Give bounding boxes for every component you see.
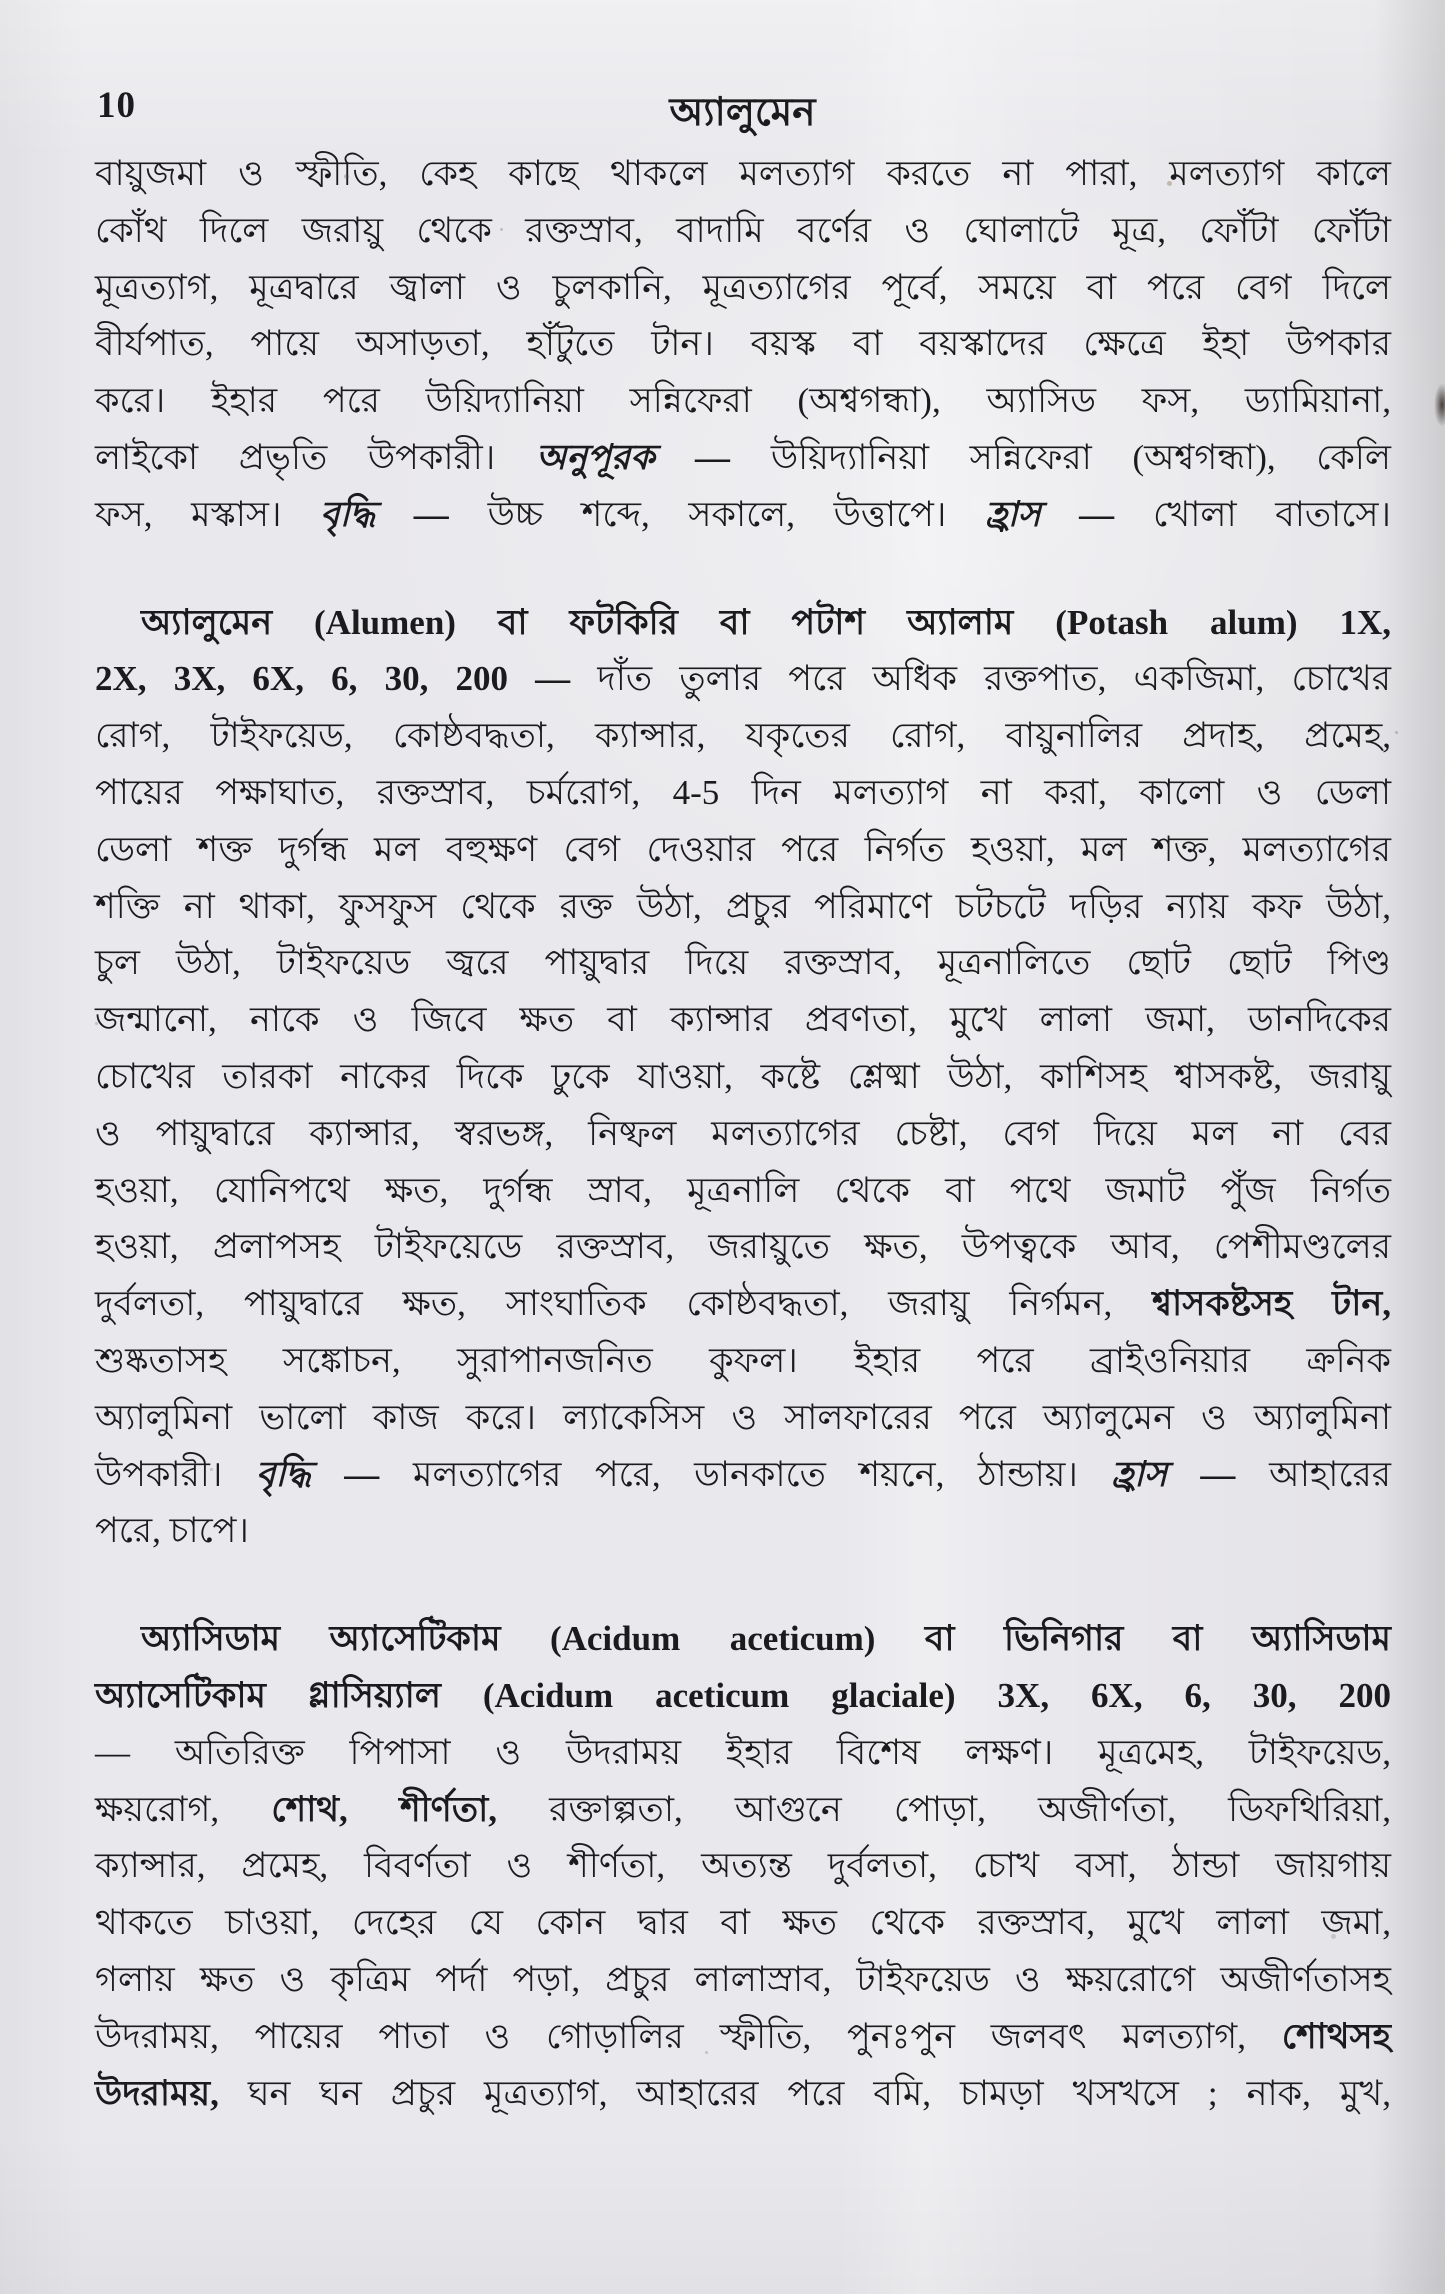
text-line: [95, 2066, 1391, 2123]
body-text: ফস, মস্কাস।: [95, 494, 321, 534]
body-text: মলত্যাগের পরে, ডানকাতে শয়নে, ঠান্ডায়।: [413, 1454, 1112, 1494]
body-text: পায়ের পক্ষাঘাত, রক্তস্রাব, চর্মরোগ, 4-5 দিন মলত্যাগ না করা, কালো ও ডেলা: [95, 772, 1391, 812]
body-text: রক্তাল্পতা, আগুনে পোড়া, অজীর্ণতা, ডিফথিরিয়া,: [497, 1789, 1391, 1829]
text-line: [95, 146, 1391, 203]
text-line: [95, 1503, 1391, 1560]
text-line: [95, 1049, 1391, 1106]
body-text: উপকারী।: [95, 1454, 256, 1494]
page-number: 10: [97, 85, 136, 126]
text-line: [95, 1725, 1391, 1782]
text-line: [95, 935, 1391, 992]
body-text: হওয়া, প্রলাপসহ টাইফয়েডে রক্তস্রাব, জরায়ুতে ক্ষত, উপত্বকে আব, পেশীমণ্ডলের: [95, 1227, 1391, 1267]
text-line: [95, 822, 1391, 879]
body-text: — অতিরিক্ত পিপাসা ও উদরাময় ইহার বিশেষ লক্ষণ। মূত্রমেহ, টাইফয়েড,: [95, 1732, 1391, 1772]
text-line: [95, 373, 1391, 430]
text-line: [95, 260, 1391, 317]
page-title: অ্যালুমেন: [669, 91, 816, 134]
body-text: হওয়া, যোনিপথে ক্ষত, দুর্গন্ধ স্রাব, মূত্রনালি থেকে বা পথে জমাট পুঁজ নির্গত: [95, 1170, 1391, 1210]
body-text: শক্তি না থাকা, ফুসফুস থেকে রক্ত উঠা, প্রচুর পরিমাণে চটচটে দড়ির ন্যায় কফ উঠা,: [95, 886, 1391, 926]
body-text: গলায় ক্ষত ও কৃত্রিম পর্দা পড়া, প্রচুর লালাস্রাব, টাইফয়েড ও ক্ষয়রোগে অজীর্ণতাসহ: [95, 1959, 1391, 1999]
body-text: দাঁত তুলার পরে অধিক রক্তপাত, একজিমা, চোখের: [597, 659, 1392, 699]
body-text: জন্মানো, নাকে ও জিবে ক্ষত বা ক্যান্সার প্রবণতা, মুখে লালা জমা, ডানদিকের: [95, 1000, 1391, 1040]
body-text: আহারের: [1269, 1454, 1391, 1494]
body-text: ডেলা শক্ত দুর্গন্ধ মল বহুক্ষণ বেগ দেওয়ার পরে নির্গত হওয়া, মল শক্ত, মলত্যাগের: [95, 829, 1391, 869]
text-line: [95, 1276, 1391, 1333]
body-text: বায়ুজমা ও স্ফীতি, কেহ কাছে থাকলে মলত্যাগ করতে না পারা, মলত্যাগ কালে: [95, 154, 1391, 193]
body-text: উদরাময়, পায়ের পাতা ও গোড়ালির স্ফীতি, পুনঃপুন জলবৎ মলত্যাগ,: [95, 2016, 1282, 2056]
text-line: [95, 203, 1391, 260]
bold-text: শ্বাসকষ্টসহ টান,: [1152, 1284, 1391, 1324]
bold-text: শোথ, শীর্ণতা,: [271, 1789, 497, 1829]
text-line: [95, 1782, 1391, 1839]
body-text: খোলা বাতাসে।: [1153, 494, 1391, 534]
body-text: মূত্রত্যাগ, মূত্রদ্বারে জ্বালা ও চুলকানি, মূত্রত্যাগের পূর্বে, সময়ে বা পরে বেগ দিলে: [95, 267, 1391, 307]
text-line: [95, 992, 1391, 1049]
text-line: [95, 595, 1391, 652]
body-text: ঘন ঘন প্রচুর মূত্রত্যাগ, আহারের পরে বমি, চামড়া খসখসে ; নাক, মুখ,: [218, 2073, 1391, 2113]
text-line: [95, 1390, 1391, 1447]
bold-text: উদরাময়,: [95, 2073, 219, 2113]
text-line: [95, 1611, 1391, 1668]
body-text: দুর্বলতা, পায়ুদ্বারে ক্ষত, সাংঘাতিক কোষ্ঠবদ্ধতা, জরায়ু নির্গমন,: [95, 1284, 1153, 1324]
text-line: [95, 316, 1391, 373]
text-line: [95, 430, 1391, 487]
paragraph: [95, 595, 1391, 1561]
text-line: [95, 651, 1391, 708]
body-text-block: [95, 146, 1391, 2122]
text-line: [95, 487, 1391, 544]
paragraph: [95, 1611, 1391, 2122]
body-text: ক্ষয়রোগ,: [95, 1789, 272, 1829]
text-line: [95, 2009, 1391, 2066]
bold-text: অ্যাসেটিকাম গ্লাসিয়্যাল (Acidum aceticum glaciale) 3X, 6X, 6, 30, 200: [95, 1675, 1391, 1715]
bold-text: 2X, 3X, 6X, 6, 30, 200 —: [95, 659, 598, 699]
keyword-text: হ্রাস —: [985, 494, 1154, 534]
text-line: [95, 1952, 1391, 2009]
bold-text: অ্যাসিডাম অ্যাসেটিকাম (Acidum aceticum) বা ভিনিগার বা অ্যাসিডাম: [141, 1619, 1391, 1659]
keyword-text: হ্রাস —: [1111, 1454, 1270, 1494]
bold-text: অ্যালুমেন (Alumen) বা ফটকিরি বা পটাশ অ্যালাম (Potash alum) 1X,: [141, 602, 1391, 642]
keyword-text: বৃদ্ধি —: [320, 494, 488, 534]
body-text: চোখের তারকা নাকের দিকে ঢুকে যাওয়া, কষ্টে শ্লেষ্মা উঠা, কাশিসহ শ্বাসকষ্ট, জরায়ু: [95, 1056, 1391, 1096]
body-text: ক্যান্সার, প্রমেহ, বিবর্ণতা ও শীর্ণতা, অত্যন্ত দুর্বলতা, চোখ বসা, ঠান্ডা জায়গায়: [95, 1846, 1391, 1886]
bold-text: শোথসহ: [1281, 2016, 1391, 2056]
body-text: কোঁথ দিলে জরায়ু থেকে রক্তস্রাব, বাদামি বর্ণের ও ঘোলাটে মূত্র, ফোঁটা ফোঁটা: [95, 210, 1391, 250]
scan-edge-smudge: [1434, 383, 1445, 427]
text-line: [95, 1447, 1391, 1504]
paragraph: [95, 146, 1391, 544]
body-text: উচ্চ শব্দে, সকালে, উত্তাপে।: [487, 494, 986, 534]
text-line: [95, 1668, 1391, 1725]
text-line: [95, 1333, 1391, 1390]
body-text: পরে, চাপে।: [95, 1511, 249, 1551]
body-text: রোগ, টাইফয়েড, কোষ্ঠবদ্ধতা, ক্যান্সার, যকৃতের রোগ, বায়ুনালির প্রদাহ, প্রমেহ,: [95, 716, 1391, 756]
body-text: ও পায়ুদ্বারে ক্যান্সার, স্বরভঙ্গ, নিষ্ফল মলত্যাগের চেষ্টা, বেগ দিয়ে মল না বের: [95, 1113, 1391, 1153]
text-line: [95, 879, 1391, 936]
body-text: চুল উঠা, টাইফয়েড জ্বরে পায়ুদ্বার দিয়ে রক্তস্রাব, মূত্রনালিতে ছোট ছোট পিণ্ড: [95, 943, 1391, 983]
text-line: [95, 708, 1391, 765]
keyword-text: অনুপূরক —: [535, 437, 771, 477]
text-line: [95, 1106, 1391, 1163]
text-line: [95, 1895, 1391, 1952]
body-text: শুষ্কতাসহ সঙ্কোচন, সুরাপানজনিত কুফল। ইহার পরে ব্রাইওনিয়ার ক্রনিক: [95, 1340, 1391, 1380]
text-line: [95, 1163, 1391, 1220]
body-text: থাকতে চাওয়া, দেহের যে কোন দ্বার বা ক্ষত থেকে রক্তস্রাব, মুখে লালা জমা,: [95, 1903, 1391, 1943]
text-line: [95, 1219, 1391, 1276]
keyword-text: বৃদ্ধি —: [255, 1454, 414, 1494]
body-text: উয়িদ্যানিয়া সন্নিফেরা (অশ্বগন্ধা), কেলি: [770, 437, 1391, 477]
text-line: [95, 765, 1391, 822]
page-header: [95, 82, 1390, 134]
body-text: বীর্যপাত, পায়ে অসাড়তা, হাঁটুতে টান। বয়স্ক বা বয়স্কাদের ক্ষেত্রে ইহা উপকার: [95, 324, 1391, 364]
body-text: লাইকো প্রভৃতি উপকারী।: [95, 437, 536, 477]
body-text: করে। ইহার পরে উয়িদ্যানিয়া সন্নিফেরা (অশ্বগন্ধা), অ্যাসিড ফস, ড্যামিয়ানা,: [95, 381, 1391, 421]
paper-specks: [0, 0, 3, 3]
text-line: [95, 1838, 1391, 1895]
body-text: অ্যালুমিনা ভালো কাজ করে। ল্যাকেসিস ও সালফারের পরে অ্যালুমেন ও অ্যালুমিনা: [95, 1397, 1391, 1437]
